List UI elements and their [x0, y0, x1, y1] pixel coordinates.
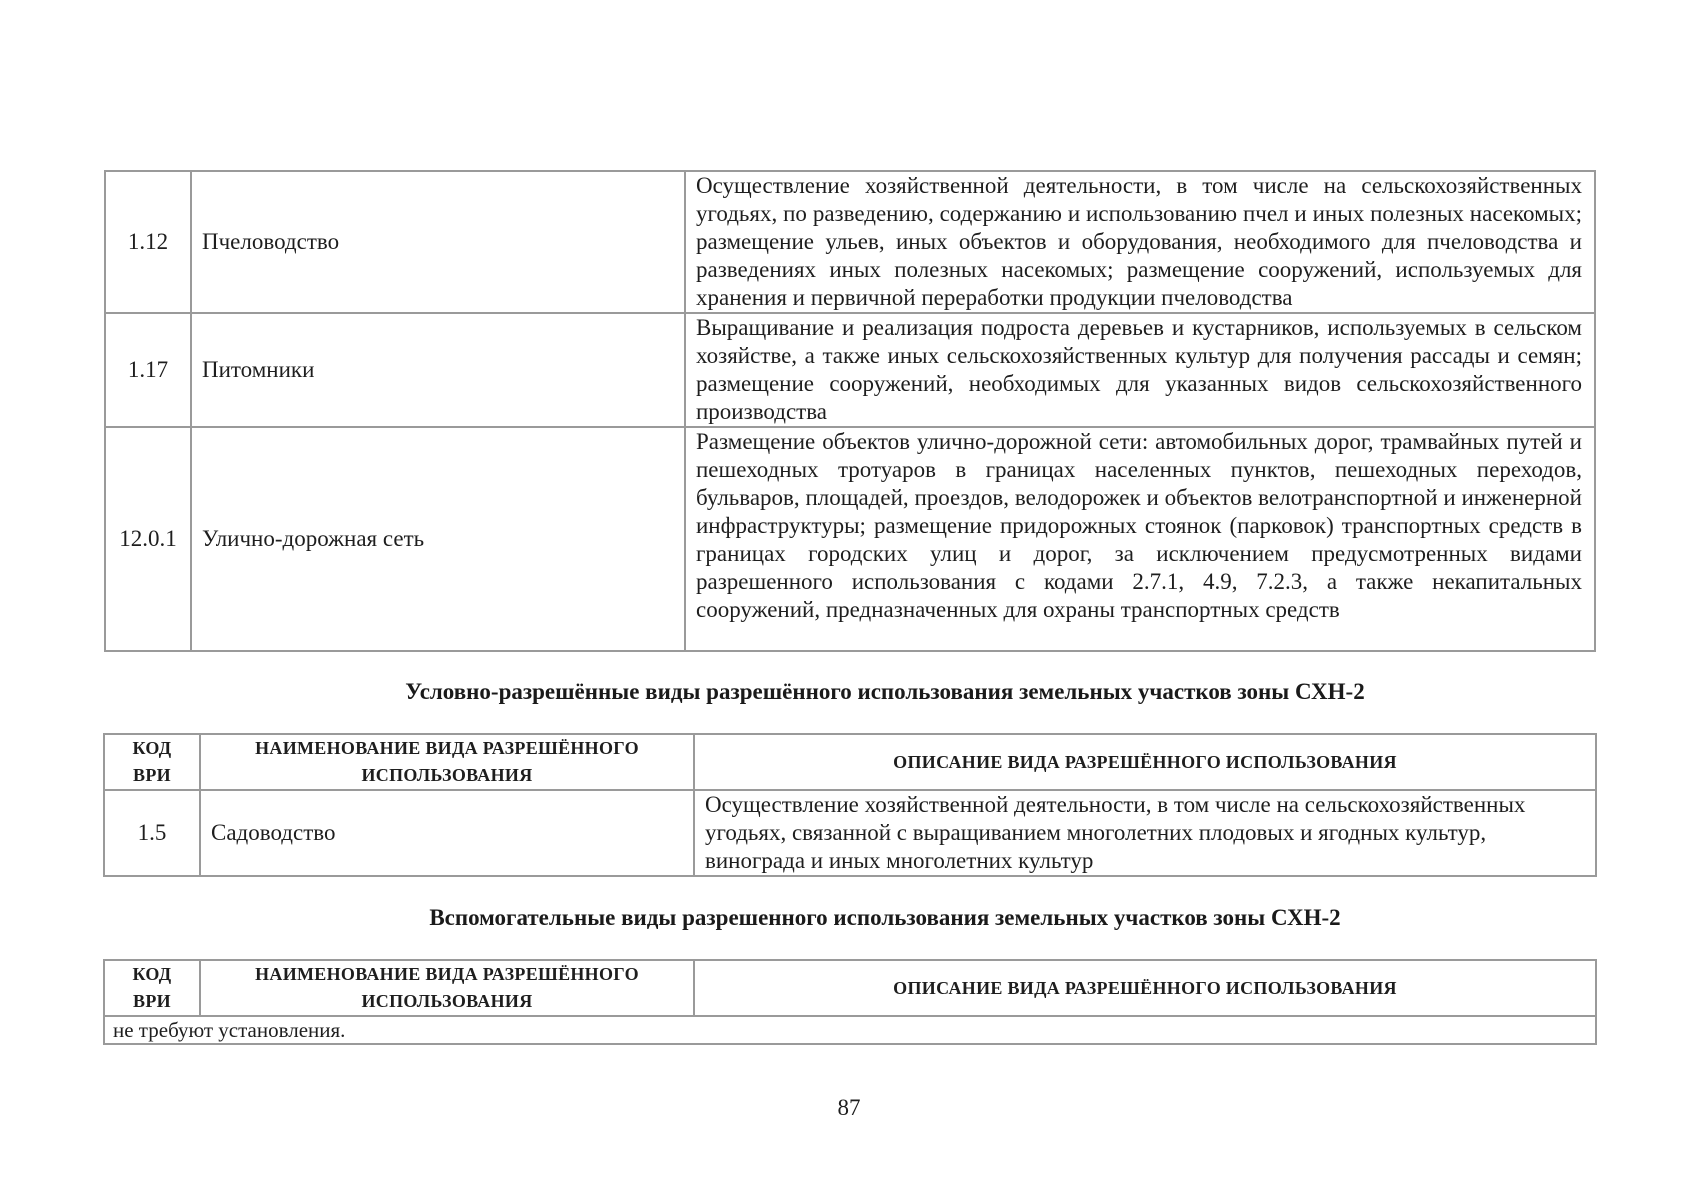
vri-name-cell: Улично-дорожная сеть [191, 427, 685, 651]
vri-code-cell: 12.0.1 [105, 427, 191, 651]
table-row [104, 790, 1596, 876]
vri-description-cell: Осуществление хозяйственной деятельности, в том числе на сельскохозяйственных угодьях, связанной с выращиванием многолетних плодовых и ягодных культур, винограда и иных многолетних культур [694, 790, 1596, 876]
vri-name-cell: Питомники [191, 313, 685, 427]
table-row [105, 171, 1595, 313]
main-permitted-uses-table [104, 170, 1596, 652]
header-code-line1: КОД [132, 964, 172, 984]
section-heading-auxiliary-uses: Вспомогательные виды разрешенного использования земельных участков зоны СХН-2 [429, 905, 1341, 930]
column-header-name [200, 960, 694, 1016]
header-name-line1: НАИМЕНОВАНИЕ ВИДА РАЗРЕШЁННОГО [255, 738, 639, 758]
header-code-line2: ВРИ [133, 765, 171, 785]
vri-description-cell: Осуществление хозяйственной деятельности, в том числе на сельскохозяйственных угодьях, по разведению, содержанию и использованию пчел и иных полезных насекомых; размещение ульев, иных объектов и оборудования, необходимого для пчеловодства и разведениях иных полезных насекомых; размещение сооружений, используемых для хранения и первичной переработки продукции пчеловодства [685, 171, 1595, 313]
vri-name-cell: Пчеловодство [191, 171, 685, 313]
section-heading-conditional-uses: Условно-разрешённые виды разрешённого использования земельных участков зоны СХН-2 [405, 679, 1365, 704]
column-header-code [104, 960, 200, 1016]
page-number: 87 [837, 1095, 861, 1120]
vri-description-cell: Размещение объектов улично-дорожной сети: автомобильных дорог, трамвайных путей и пешеходных тротуаров в границах населенных пунктов, пешеходных переходов, бульваров, площадей, проездов, велодорожек и объектов велотранспортной и инженерной инфраструктуры; размещение придорожных стоянок (парковок) транспортных средств в границах городских улиц и дорог, за исключением предусмотренных видами разрешенного использования с кодами 2.7.1, 4.9, 7.2.3, а также некапитальных сооружений, предназначенных для охраны транспортных средств [685, 427, 1595, 651]
auxiliary-uses-table [103, 959, 1597, 1045]
conditional-uses-table [103, 733, 1597, 877]
header-name-line2: ИСПОЛЬЗОВАНИЯ [361, 765, 533, 785]
header-code-line1: КОД [132, 738, 172, 758]
header-name-line1: НАИМЕНОВАНИЕ ВИДА РАЗРЕШЁННОГО [255, 964, 639, 984]
not-required-note: не требуют установления. [104, 1016, 1596, 1044]
header-name-line2: ИСПОЛЬЗОВАНИЯ [361, 991, 533, 1011]
column-header-description: ОПИСАНИЕ ВИДА РАЗРЕШЁННОГО ИСПОЛЬЗОВАНИЯ [694, 734, 1596, 790]
vri-code-cell: 1.12 [105, 171, 191, 313]
column-header-description: ОПИСАНИЕ ВИДА РАЗРЕШЁННОГО ИСПОЛЬЗОВАНИЯ [694, 960, 1596, 1016]
table-row [104, 1016, 1596, 1044]
column-header-code [104, 734, 200, 790]
column-header-name [200, 734, 694, 790]
vri-code-cell: 1.17 [105, 313, 191, 427]
table-row [105, 313, 1595, 427]
table-header-row [104, 960, 1596, 1016]
vri-description-cell: Выращивание и реализация подроста деревьев и кустарников, используемых в сельском хозяйстве, а также иных сельскохозяйственных культур для получения рассады и семян; размещение сооружений, необходимых для указанных видов сельскохозяйственного производства [685, 313, 1595, 427]
vri-name-cell: Садоводство [200, 790, 694, 876]
table-header-row [104, 734, 1596, 790]
header-code-line2: ВРИ [133, 991, 171, 1011]
table-row [105, 427, 1595, 651]
vri-code-cell: 1.5 [104, 790, 200, 876]
